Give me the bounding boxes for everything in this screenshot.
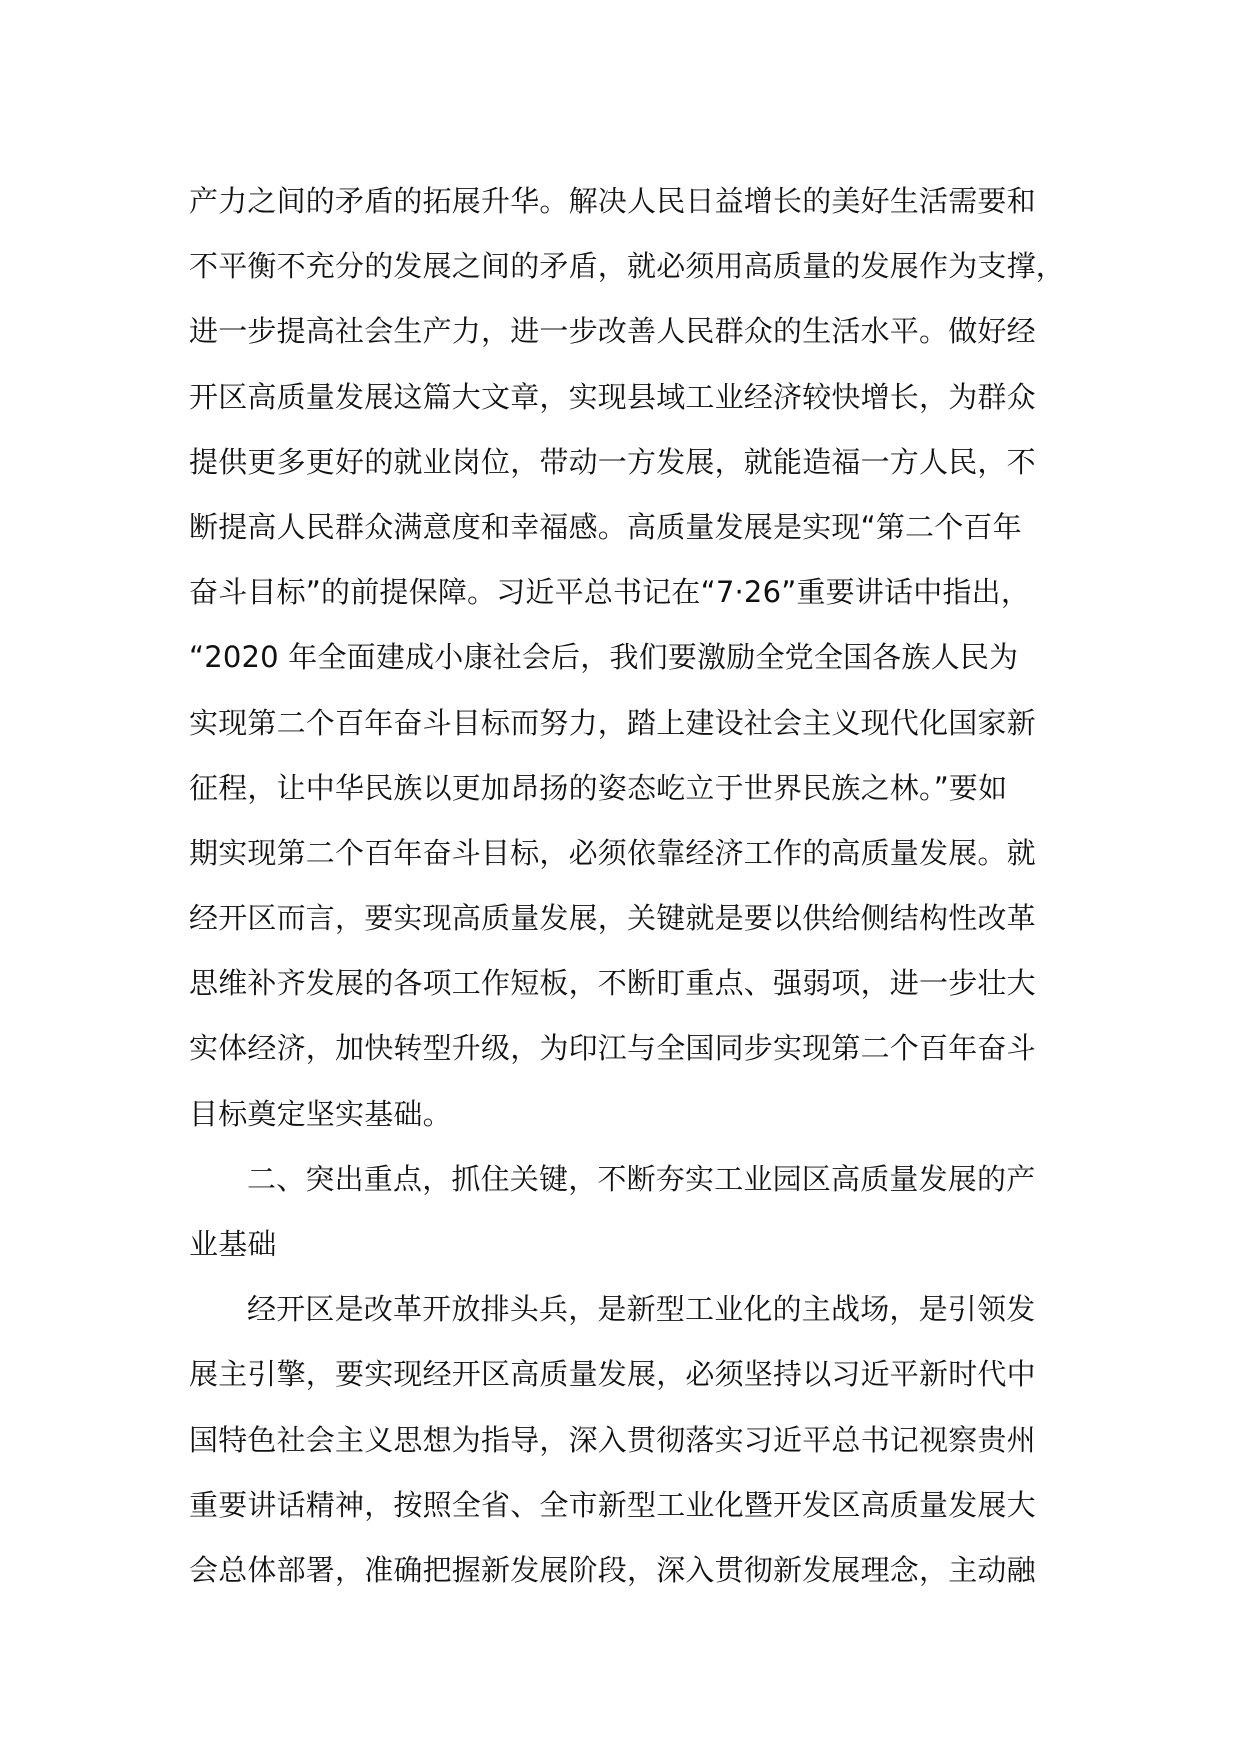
- text-line: 思维补齐发展的各项工作短板，不断盯重点、强弱项，进一步壮大: [189, 966, 1036, 1001]
- text-line: 断提高人民群众满意度和幸福感。高质量发展是实现“第二个百年: [189, 509, 1022, 544]
- text-line: 实体经济，加快转型升级，为印江与全国同步实现第二个百年奋斗: [189, 1031, 1036, 1066]
- text-line: “2020 年全面建成小康社会后，我们要激励全党全国各族人民为: [189, 640, 1019, 675]
- section-heading-line: 业基础: [189, 1227, 277, 1261]
- text-line: 征程，让中华民族以更加昂扬的姿态屹立于世界民族之林。”要如: [189, 770, 1008, 805]
- text-line: 经开区而言，要实现高质量发展，关键就是要以供给侧结构性改革: [189, 901, 1036, 936]
- text-line: 展主引擎，要实现经开区高质量发展，必须坚持以习近平新时代中: [189, 1357, 1036, 1392]
- text-line: 目标奠定坚实基础。: [189, 1096, 452, 1131]
- text-line: 国特色社会主义思想为指导，深入贯彻落实习近平总书记视察贵州: [189, 1422, 1036, 1457]
- text-line: 重要讲话精神，按照全省、全市新型工业化暨开发区高质量发展大: [189, 1487, 1036, 1522]
- text-line: 会总体部署，准确把握新发展阶段，深入贯彻新发展理念，主动融: [189, 1552, 1036, 1587]
- text-line: 奋斗目标”的前提保障。习近平总书记在“7·26”重要讲话中指出，: [189, 575, 1031, 610]
- text-line: 开区高质量发展这篇大文章，实现县域工业经济较快增长，为群众: [189, 379, 1036, 414]
- text-line: 不平衡不充分的发展之间的矛盾，就必须用高质量的发展作为支撑，: [189, 249, 1066, 284]
- text-line: 进一步提高社会生产力，进一步改善人民群众的生活水平。做好经: [189, 314, 1036, 349]
- text-line: 产力之间的矛盾的拓展升华。解决人民日益增长的美好生活需要和: [189, 184, 1036, 218]
- text-line: 提供更多更好的就业岗位，带动一方发展，就能造福一方人民，不: [189, 444, 1036, 479]
- paragraph-start-line: 经开区是改革开放排头兵，是新型工业化的主战场，是引领发: [247, 1292, 1036, 1327]
- text-line: 期实现第二个百年奋斗目标，必须依靠经济工作的高质量发展。就: [189, 835, 1036, 870]
- text-line: 实现第二个百年奋斗目标而努力，踏上建设社会主义现代化国家新: [189, 705, 1036, 740]
- body-text: [189, 169, 1066, 1603]
- section-heading-line: 二、突出重点，抓住关键，不断夯实工业园区高质量发展的产: [247, 1161, 1036, 1196]
